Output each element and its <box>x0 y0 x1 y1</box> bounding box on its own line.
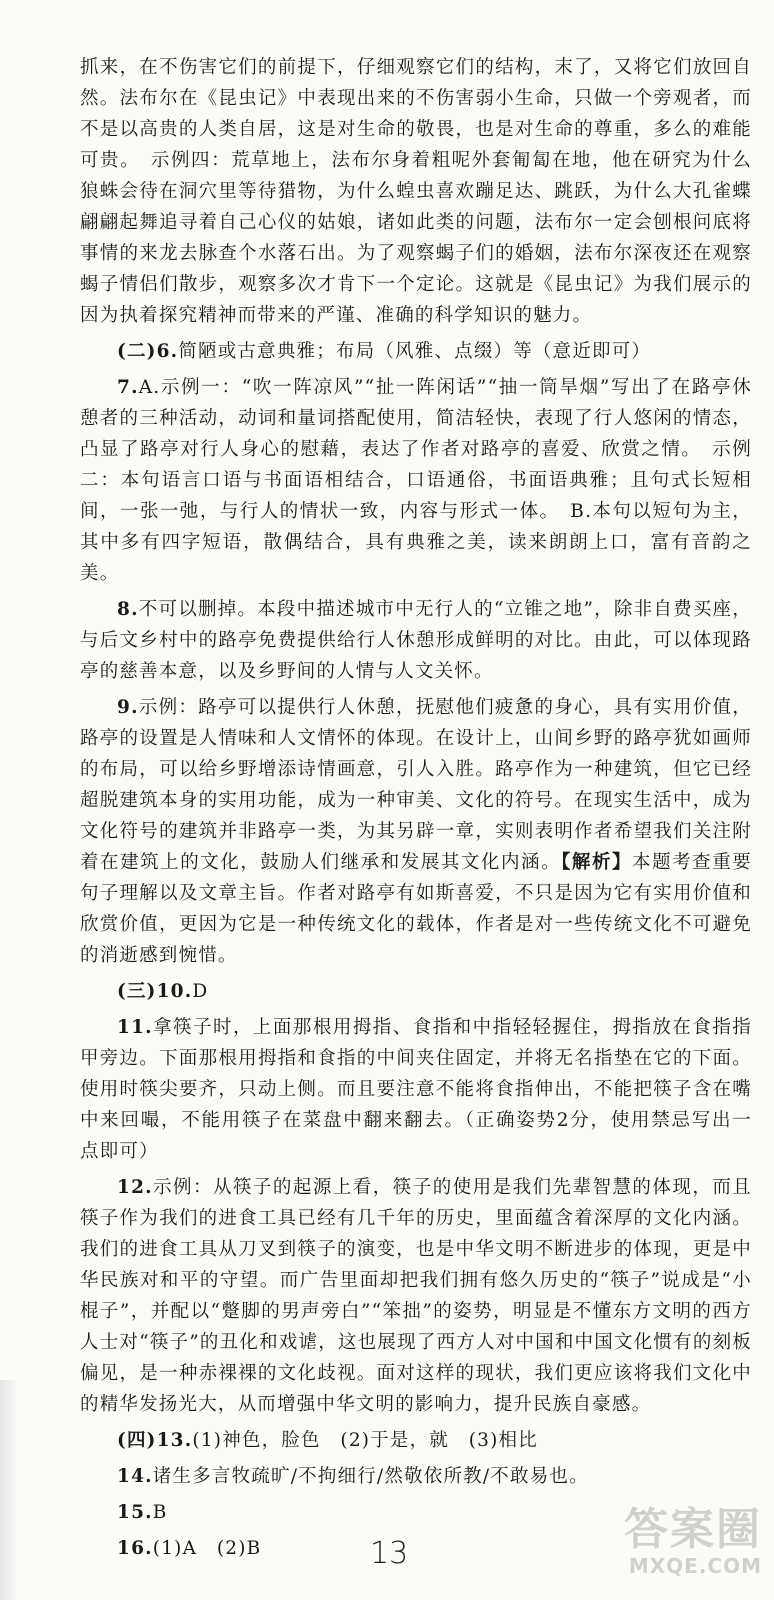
answer-text: 不可以删掉。本段中描述城市中无行人的“立锥之地”，除非自费买座，与后文乡村中的路亭免费提供给行人休憩形成鲜明的对比。由此，可以体现路亭的慈善本意，以及乡野间的人情与人文关怀。 <box>80 599 752 682</box>
question-number: (三)10. <box>117 981 193 1002</box>
answer-paragraph <box>80 1425 752 1456</box>
watermark-url: MXQE.COM <box>628 1554 762 1578</box>
answer-paragraph <box>80 336 752 367</box>
answer-paragraph <box>80 372 752 589</box>
question-number: 12. <box>117 1177 153 1198</box>
answer-text: A.示例一：“吹一阵凉风”“扯一阵闲话”“抽一筒旱烟”写出了在路亭休憩者的三种活动，动词和量词搭配使用，简洁轻快，表现了行人悠闲的情态，凸显了路亭对行人身心的慰藉，表达了作者对路亭的喜爱、欣赏之情。 示例二：本句语言口语与书面语相结合，口语通俗，书面语典雅；且句式长短相间，一张一弛，与行人的情状一致，内容与形式一体。 B.本句以短句为主，其中多有四字短语，散偶结合，具有典雅之美，读来朗朗上口，富有音韵之美。 <box>80 377 752 584</box>
answer-text: 抓来，在不伤害它们的前提下，仔细观察它们的结构，末了，又将它们放回自然。法布尔在《昆虫记》中表现出来的不伤害弱小生命，只做一个旁观者，而不是以高贵的人类自居，这是对生命的敬畏，也是对生命的尊重，多么的难能可贵。 示例四：荒草地上，法布尔身着粗呢外套匍匐在地，他在研究为什么狼蛛会待在洞穴里等待猎物，为什么蝗虫喜欢蹦足达、跳跃，为什么大孔雀蝶翩翩起舞追寻着自己心仪的姑娘，诸如此类的问题，法布尔一定会刨根问底将事情的来龙去脉查个水落石出。为了观察蝎子们的婚姻，法布尔深夜还在观察蝎子情侣们散步，观察多次才肯下一个定论。这就是《昆虫记》为我们展示的因为执着探究精神而带来的严谨、准确的科学知识的魅力。 <box>80 57 752 326</box>
answer-text: 示例：从筷子的起源上看，筷子的使用是我们先辈智慧的体现，而且筷子作为我们的进食工具已经有几千年的历史，里面蕴含着深厚的文化内涵。我们的进食工具从刀叉到筷子的演变，也是中华文明不断进步的体现，更是中华民族对和平的守望。而广告里面却把我们拥有悠久历史的“筷子”说成是“小棍子”，并配以“蹩脚的男声旁白”“笨拙”的姿势，明显是不懂东方文明的西方人士对“筷子”的丑化和戏谑，这也展现了西方人对中国和中国文化惯有的刻板偏见，是一种赤裸裸的文化歧视。面对这样的现状，我们更应该将我们文化中的精华发扬光大，从而增强中华文明的影响力，提升民族自豪感。 <box>80 1177 752 1415</box>
watermark-title: 答案圈 <box>624 1504 762 1555</box>
answer-paragraph <box>80 692 752 971</box>
question-number: 8. <box>117 599 139 620</box>
binding-edge <box>0 1380 16 1600</box>
question-number: 11. <box>117 1017 153 1038</box>
answer-paragraph <box>80 594 752 687</box>
answer-paragraph <box>80 1012 752 1167</box>
question-number: 16. <box>117 1538 153 1559</box>
question-number: (四)13. <box>117 1430 193 1451</box>
answer-text: 拿筷子时，上面那根用拇指、食指和中指轻轻握住，拇指放在食指指甲旁边。下面那根用拇指和食指的中间夹住固定，并将无名指垫在它的下面。使用时筷尖要齐，只动上侧。而且要注意不能将食指伸出，不能把筷子含在嘴中来回嘬，不能用筷子在菜盘中翻来翻去。（正确姿势2分，使用禁忌写出一点即可） <box>80 1017 752 1162</box>
answer-text-body <box>80 52 752 1569</box>
answer-paragraph <box>80 1172 752 1420</box>
question-number: 7. <box>117 377 139 398</box>
answer-text: 简陋或古意典雅；布局（风雅、点缀）等（意近即可） <box>178 341 652 362</box>
question-number: 9. <box>117 697 139 718</box>
question-number: 15. <box>117 1502 153 1523</box>
answer-text: (1)神色，脸色 (2)于是，就 (3)相比 <box>192 1430 538 1451</box>
answer-text: D <box>192 981 209 1002</box>
watermark-logo <box>562 1506 762 1586</box>
answer-text: 本题考查重要句子理解以及文章主旨。作者对路亭有如斯喜爱，不只是因为它有实用价值和欣赏价值，更因为它是一种传统文化的载体，作者是对一些传统文化不可避免的消逝感到惋惜。 <box>80 852 752 966</box>
question-number: 【解析】 <box>561 852 633 873</box>
answer-text: 诸生多言牧疏旷/不拘细行/然敬依所教/不敢易也。 <box>152 1466 589 1487</box>
answer-paragraph <box>80 52 752 331</box>
answer-paragraph <box>80 976 752 1007</box>
page-number: 13 <box>370 1536 409 1571</box>
answer-text: (1)A (2)B <box>152 1538 262 1559</box>
answer-paragraph <box>80 1461 752 1492</box>
answer-text: 示例：路亭可以提供行人休憩，抚慰他们疲惫的身心，具有实用价值，路亭的设置是人情味和人文情怀的体现。在设计上，山间乡野的路亭犹如画师的布局，可以给乡野增添诗情画意，引人入胜。路亭作为一种建筑，但它已经超脱建筑本身的实用功能，成为一种审美、文化的符号。在现实生活中，成为文化符号的建筑并非路亭一类，为其另辟一章，实则表明作者希望我们关注附着在建筑上的文化，鼓励人们继承和发展其文化内涵。 <box>80 697 752 873</box>
question-number: (二)6. <box>117 341 179 362</box>
answer-text: B <box>152 1502 168 1523</box>
question-number: 14. <box>117 1466 153 1487</box>
